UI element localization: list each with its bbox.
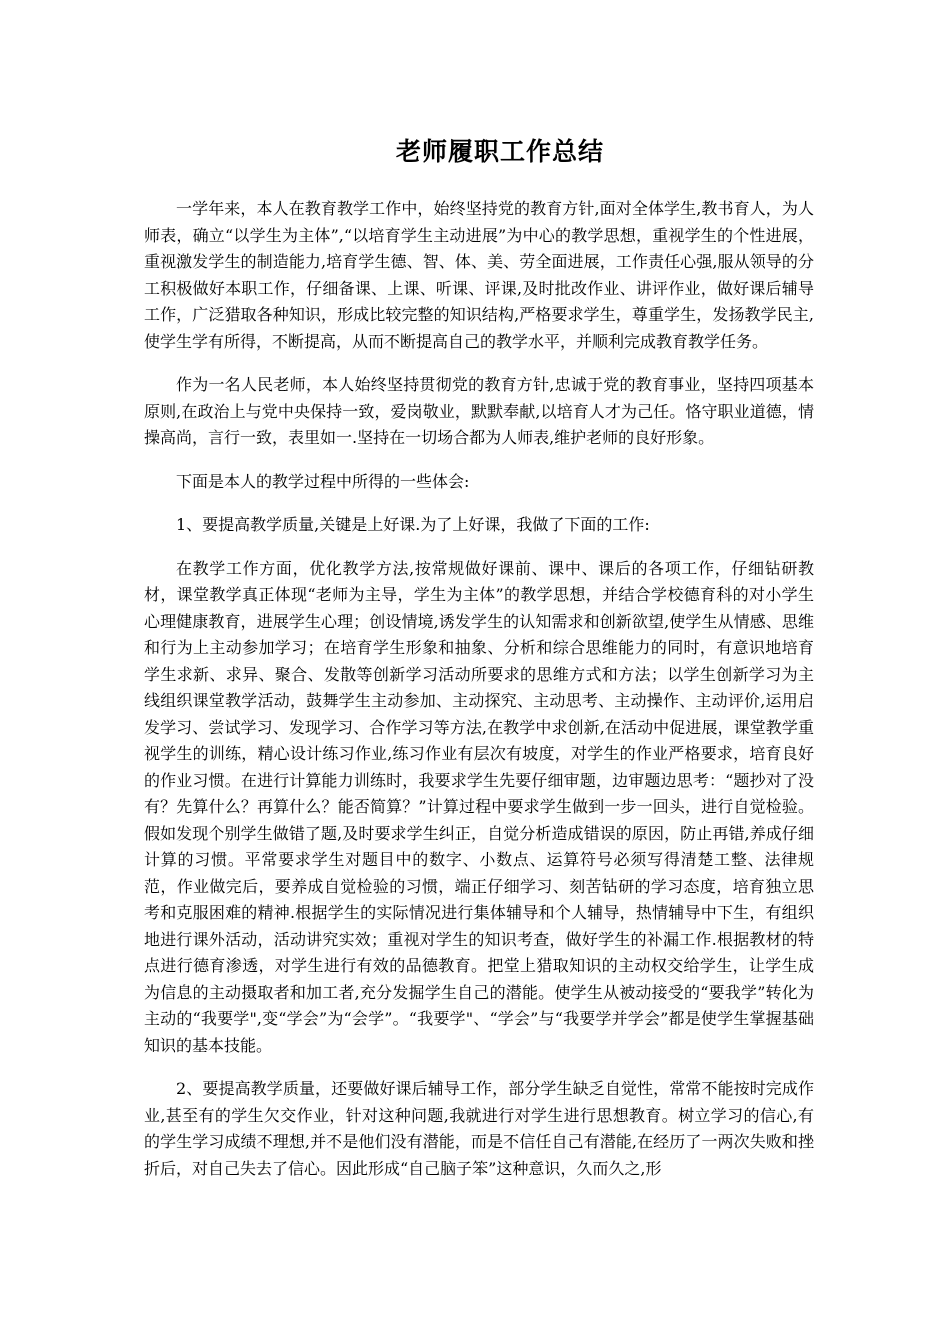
- paragraph-intro: 一学年来，本人在教育教学工作中，始终坚持党的教育方针,面对全体学生,教书育人，为人师表，确立“以学生为主体”,“以培育学生主动进展”为中心的教学思想，重视学生的个性进展，重视激发学生的制造能力,培育学生德、智、体、美、劳全面进展，工作责任心强,服从领导的分工积极做好本职工作，仔细备课、上课、听课、评课,及时批改作业、讲评作业，做好课后辅导工作，广泛猎取各种知识，形成比较完整的知识结构,严格要求学生，尊重学生，发扬教学民主,使学生学有所得，不断提高，从而不断提高自己的教学水平，并顺利完成教育教学任务。: [144, 199, 814, 351]
- paragraph-ethics: 作为一名人民老师，本人始终坚持贯彻党的教育方针,忠诚于党的教育事业，坚持四项基本原则,在政治上与党中央保持一致，爱岗敬业，默默奉献,以培育人才为己任。恪守职业道德，情操高尚，言行一致，表里如一.坚持在一切场合都为人师表,维护老师的良好形象。: [144, 375, 814, 447]
- paragraph-experience-intro: 下面是本人的教学过程中所得的一些体会:: [176, 471, 470, 491]
- paragraph-point-2: 2、要提高教学质量，还要做好课后辅导工作，部分学生缺乏自觉性，常常不能按时完成作业,甚至有的学生欠交作业，针对这种问题,我就进行对学生进行思想教育。树立学习的信心,有的学生学习成绩不理想,并不是他们没有潜能，而是不信任自己有潜能,在经历了一两次失败和挫折后，对自己失去了信心。因此形成“自己脑子笨”这种意识，久而久之,形: [144, 1079, 814, 1178]
- document-body: [144, 196, 814, 1199]
- paragraph-teaching-methods: 在教学工作方面，优化教学方法,按常规做好课前、课中、课后的各项工作，仔细钻研教材，课堂教学真正体现“老师为主导，学生为主体”的教学思想，并结合学校德育科的对小学生心理健康教育，进展学生心理；创设情境,诱发学生的认知需求和创新欲望,使学生从情感、思维和行为上主动参加学习；在培育学生形象和抽象、分析和综合思维能力的同时，有意识地培育学生求新、求异、聚合、发散等创新学习活动所要求的思维方式和方法；以学生创新学习为主线组织课堂教学活动，鼓舞学生主动参加、主动探究、主动思考、主动操作、主动评价,运用启发学习、尝试学习、发现学习、合作学习等方法,在教学中求创新,在活动中促进展，课堂教学重视学生的训练，精心设计练习作业,练习作业有层次有坡度，对学生的作业严格要求，培育良好的作业习惯。在进行计算能力训练时，我要求学生先要仔细审题，边审题边思考：“题抄对了没有？先算什么？再算什么？能否简算？”计算过程中要求学生做到一步一回头，进行自觉检验。假如发现个别学生做错了题,及时要求学生纠正，自觉分析造成错误的原因，防止再错,养成仔细计算的习惯。平常要求学生对题目中的数字、小数点、运算符号必须写得清楚工整、法律规范，作业做完后，要养成自觉检验的习惯，端正仔细学习、刻苦钻研的学习态度，培育独立思考和克服困难的精神.根据学生的实际情况进行集体辅导和个人辅导，热情辅导中下生，有组织地进行课外活动，活动讲究实效；重视对学生的知识考查，做好学生的补漏工作.根据教材的特点进行德育渗透，对学生进行有效的品德教育。把堂上猎取知识的主动权交给学生，让学生成为信息的主动摄取者和加工者,充分发掘学生自己的潜能。使学生从被动接受的“要我学”转化为主动的“我要学",变“学会”为“会学”。“我要学"、“学会”与“我要学并学会”都是使学生掌握基础知识的基本技能。: [144, 558, 814, 1055]
- document-title: 老师履职工作总结: [395, 137, 604, 166]
- paragraph-point-1-heading: 1、要提高教学质量,关键是上好课.为了上好课，我做了下面的工作:: [176, 515, 650, 534]
